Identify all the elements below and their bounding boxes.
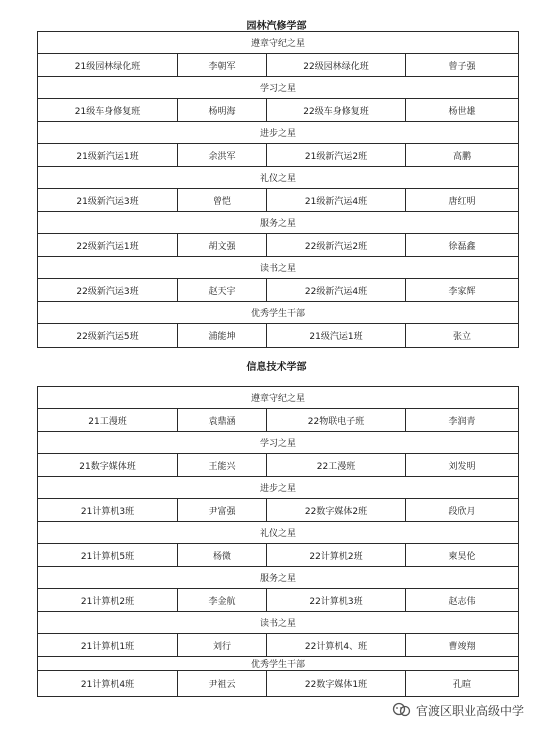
student-cell: 王能兴 (178, 454, 267, 476)
student-cell: 徐磊鑫 (448, 241, 476, 252)
student-cell: 李朝军 (178, 54, 267, 76)
student-cell: 李家辉 (448, 286, 476, 297)
student-cell: 张立 (452, 332, 471, 342)
student-cell: 孔暄 (452, 680, 471, 690)
class-cell: 22级新汽运4班 (267, 279, 406, 301)
table-row (38, 671, 518, 696)
table-row (38, 454, 518, 477)
class-cell: 22计算机3班 (267, 589, 406, 611)
table-row (38, 189, 518, 212)
class-cell: 21级园林绿化班 (38, 54, 178, 76)
class-cell: 22级新汽运1班 (38, 234, 178, 256)
award-header: 服务之星 (38, 567, 518, 589)
student-cell: 曾恺 (178, 189, 267, 211)
class-cell: 21级汽运1班 (267, 324, 406, 347)
award-header: 遵章守纪之星 (38, 387, 518, 409)
award-header: 优秀学生干部 (38, 657, 518, 671)
student-cell: 曹竣翔 (448, 641, 476, 652)
wechat-official-account-icon (392, 702, 412, 718)
class-cell: 21级新汽运4班 (267, 189, 406, 211)
class-cell: 21工漫班 (38, 409, 178, 431)
class-cell: 21计算机2班 (38, 589, 178, 611)
student-cell: 段欣月 (448, 506, 476, 517)
class-cell: 21数字媒体班 (38, 454, 178, 476)
award-table (37, 31, 519, 348)
table-row (38, 589, 518, 612)
class-cell: 21级车身修复班 (38, 99, 178, 121)
class-cell: 22级新汽运2班 (267, 234, 406, 256)
student-cell: 胡文强 (178, 234, 267, 256)
class-cell: 22级园林绿化班 (267, 54, 406, 76)
student-cell: 杨世雄 (448, 106, 476, 117)
class-cell: 21级新汽运1班 (38, 144, 178, 166)
student-cell: 余洪军 (178, 144, 267, 166)
student-cell: 尹富强 (178, 499, 267, 521)
table-row (38, 279, 518, 302)
section-title: 信息技术学部 (246, 362, 307, 373)
class-cell: 21计算机1班 (38, 634, 178, 656)
award-header: 进步之星 (38, 122, 518, 144)
table-row (38, 144, 518, 167)
student-cell: 赵天宇 (178, 279, 267, 301)
class-cell: 22级车身修复班 (267, 99, 406, 121)
table-row (38, 234, 518, 257)
class-cell: 22数字媒体2班 (267, 499, 406, 521)
award-header: 优秀学生干部 (38, 302, 518, 324)
class-cell: 22物联电子班 (267, 409, 406, 431)
award-table (37, 386, 519, 697)
award-header: 进步之星 (38, 477, 518, 499)
class-cell: 21级新汽运2班 (267, 144, 406, 166)
table-row (38, 99, 518, 122)
table-row (38, 634, 518, 657)
award-header: 遵章守纪之星 (38, 32, 518, 54)
watermark-text: 官渡区职业高级中学 (416, 703, 525, 718)
award-header: 读书之星 (38, 612, 518, 634)
student-cell: 浦能坤 (178, 324, 267, 347)
class-cell: 21计算机5班 (38, 544, 178, 566)
student-cell: 赵志伟 (448, 596, 476, 607)
class-cell: 21计算机4班 (38, 671, 178, 696)
student-cell: 柬昊伦 (448, 551, 476, 562)
class-cell: 22计算机4、班 (267, 634, 406, 656)
class-cell: 22数字媒体1班 (267, 671, 406, 696)
award-header: 礼仪之星 (38, 167, 518, 189)
class-cell: 21计算机3班 (38, 499, 178, 521)
table-row (38, 54, 518, 77)
class-cell: 22级新汽运3班 (38, 279, 178, 301)
student-cell: 李金航 (178, 589, 267, 611)
student-cell: 刘发明 (448, 461, 476, 472)
student-cell: 尹祖云 (178, 671, 267, 696)
student-cell: 曾子强 (448, 61, 476, 72)
section-title: 园林汽修学部 (246, 21, 307, 32)
award-header: 礼仪之星 (38, 522, 518, 544)
award-header: 服务之星 (38, 212, 518, 234)
student-cell: 刘行 (178, 634, 267, 656)
class-cell: 22工漫班 (267, 454, 406, 476)
table-row (38, 324, 518, 347)
student-cell: 高鹏 (452, 151, 471, 162)
student-cell: 李润青 (448, 416, 476, 427)
award-header: 学习之星 (38, 77, 518, 99)
table-row (38, 409, 518, 432)
student-cell: 杨微 (178, 544, 267, 566)
award-header: 学习之星 (38, 432, 518, 454)
table-row (38, 499, 518, 522)
student-cell: 袁鼎涵 (178, 409, 267, 431)
student-cell: 唐红明 (448, 196, 476, 207)
class-cell: 22级新汽运5班 (38, 324, 178, 347)
class-cell: 22计算机2班 (267, 544, 406, 566)
table-row (38, 544, 518, 567)
watermark (392, 699, 524, 721)
award-header: 读书之星 (38, 257, 518, 279)
class-cell: 21级新汽运3班 (38, 189, 178, 211)
student-cell: 杨明海 (178, 99, 267, 121)
